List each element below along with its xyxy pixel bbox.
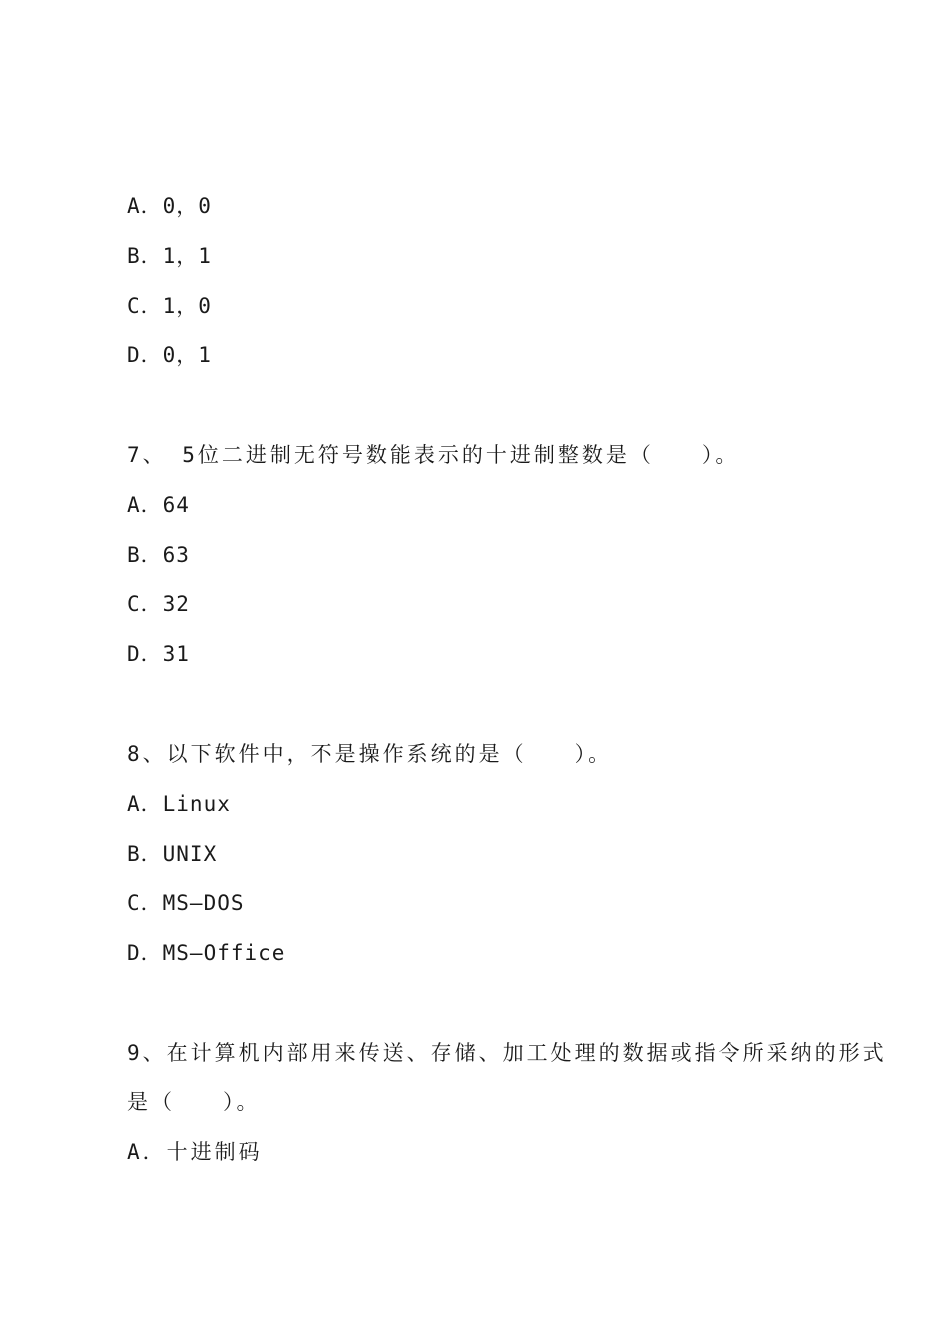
q8-question: 8、以下软件中，不是操作系统的是（ ）。 [127,742,613,766]
q8-option-c: C．MS—DOS [127,891,245,915]
q9-question-line1: 9、在计算机内部用来传送、存储、加工处理的数据或指令所采纳的形式 [127,1041,887,1065]
q6-option-d: D．0，1 [127,343,212,367]
q9-question-line2: 是（ ）。 [127,1090,261,1114]
q8-option-d: D．MS—Office [127,941,286,965]
q7-option-b: B．63 [127,543,190,567]
q6-option-b: B．1，1 [127,244,212,268]
q8-option-b: B．UNIX [127,842,218,866]
q9-option-a: A．十进制码 [127,1140,263,1164]
q7-option-d: D．31 [127,642,190,666]
q6-option-a: A．0，0 [127,194,212,218]
q8-option-a: A．Linux [127,792,231,816]
q7-question: 7、 5位二进制无符号数能表示的十进制整数是（ ）。 [127,443,740,467]
q6-option-c: C．1，0 [127,294,212,318]
q7-option-a: A．64 [127,493,190,517]
q7-option-c: C．32 [127,592,190,616]
